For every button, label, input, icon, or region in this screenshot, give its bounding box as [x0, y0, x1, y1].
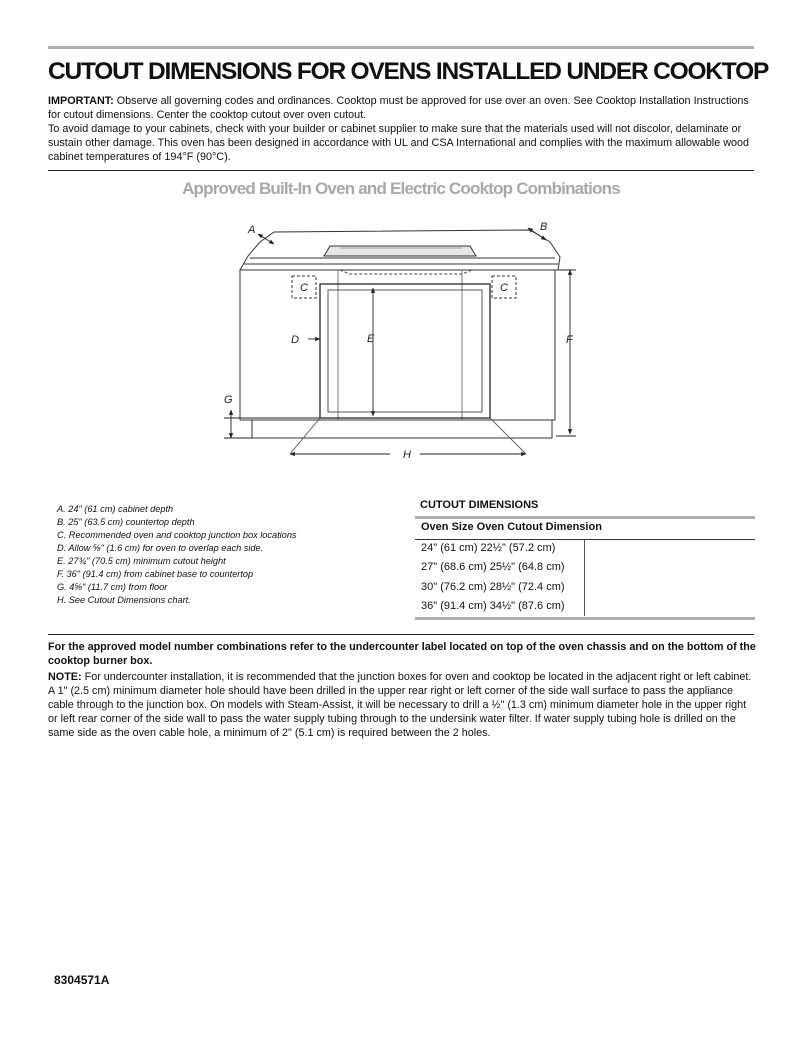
top-rule [48, 46, 754, 49]
table-row: 30" (76.2 cm) 28½" (72.4 cm) [421, 580, 565, 593]
legend-item: A. 24" (61 cm) cabinet depth [57, 504, 174, 514]
legend-item: E. 27¾" (70.5 cm) minimum cutout height [57, 556, 226, 566]
intro-section [48, 94, 756, 164]
note-text: For undercounter installation, it is recommended that the junction boxes for oven and cooktop be located in the adjacent right or left cabinet. A 1" (2.5 cm) minimum diameter hole should have been drilled in the upper rear right or left corner of the side wall surface to pass the appliance cable through to the junction box. On models with Steam-Assist, it will be necessary to drill a ½" (1.3 cm) minimum diameter hole in the upper right or left rear corner of the side wall to pass the water supply tubing through to the undersink water filter. If water supply tubing hole is drilled on the same side as the oven cable hole, a minimum of 2" (5.1 cm) is required between the 2 holes. [48, 671, 752, 739]
table-header-rule [415, 539, 755, 540]
table-bottom-rule [415, 617, 755, 620]
table-title: CUTOUT DIMENSIONS [420, 499, 539, 511]
table-header: Oven Size Oven Cutout Dimension [421, 521, 602, 533]
table-row: 24" (61 cm) 22½" (57.2 cm) [421, 542, 556, 554]
countertop [240, 230, 560, 270]
label-a: A [248, 224, 256, 236]
legend-item: H. See Cutout Dimensions chart. [57, 595, 191, 605]
legend-item: F. 36" (91.4 cm) from cabinet base to countertop [57, 569, 254, 579]
legend-item: B. 25" (63.5 cm) countertop depth [57, 517, 195, 527]
label-h: H [403, 449, 411, 461]
note-paragraph [48, 670, 756, 740]
label-c-left: C [300, 282, 308, 294]
label-e: E [367, 333, 375, 345]
diagram-legend [57, 503, 387, 607]
table-row: 27" (68.6 cm) 25½" (64.8 cm) [421, 561, 565, 574]
page-title: CUTOUT DIMENSIONS FOR OVENS INSTALLED UNDER COOKTOP [48, 58, 769, 85]
label-f: F [566, 334, 573, 346]
oven-cutout [320, 270, 490, 418]
table-row: 36" (91.4 cm) 34½" (87.6 cm) [421, 599, 565, 612]
damage-paragraph: To avoid damage to your cabinets, check with your builder or cabinet supplier to make sure that the materials used will not discolor, delaminate or sustain other damage. This oven has been designed in accordance with UL and CSA International and complies with the maximum allowable wood cabinet temperatures of 194°F (90°C). [48, 123, 750, 163]
important-paragraph [48, 94, 756, 122]
legend-item: D. Allow ⅝" (1.6 cm) for oven to overlap each side. [57, 543, 264, 553]
cutout-diagram [200, 212, 600, 468]
section-divider-bottom [48, 634, 754, 635]
diagram-title: Approved Built-In Oven and Electric Cooktop Combinations [182, 179, 620, 198]
legend-item: C. Recommended oven and cooktop junction box locations [57, 530, 297, 540]
table-top-rule [415, 516, 755, 519]
section-divider [48, 170, 754, 171]
important-text: Observe all governing codes and ordinances. Cooktop must be approved for use over an oven. See Cooktop Installation Instructions for cutout dimensions. Center the cooktop cutout over oven cutout. [48, 95, 749, 121]
label-d: D [291, 334, 299, 346]
document-number: 8304571A [54, 973, 110, 987]
cabinet [240, 270, 555, 438]
note-label: NOTE: [48, 671, 82, 683]
important-label: IMPORTANT: [48, 95, 114, 107]
approved-combinations-text: For the approved model number combinations refer to the undercounter label located on top of the oven chassis and on the bottom of the cooktop burner box. [48, 641, 756, 667]
cutout-table [421, 541, 565, 618]
legend-item: G. 4⅝" (11.7 cm) from floor [57, 582, 168, 592]
label-c-right: C [500, 282, 508, 294]
table-column-divider [584, 540, 585, 616]
label-b: B [540, 221, 548, 233]
label-g: G [224, 394, 233, 406]
